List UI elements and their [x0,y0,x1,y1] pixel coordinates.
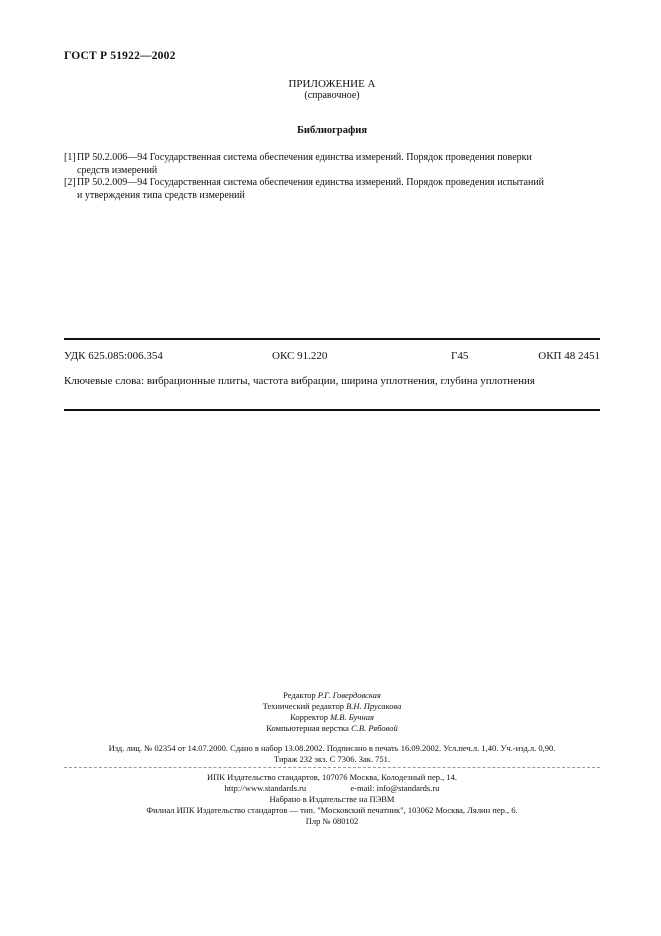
bibliography-item-text: ПР 50.2.009—94 Государственная система обеспечения единства измерений. Порядок проведения испытаний [77,177,545,188]
bibliography-item-continuation: средств измерений [77,164,158,176]
credit-person: С.В. Рябовой [351,723,398,733]
imprint-run: Тираж 232 экз. С 7306. Зак. 751. [273,754,391,764]
group-code: Г45 [451,350,469,362]
standard-number: ГОСТ Р 51922—2002 [64,50,176,62]
credit-layout [64,723,600,733]
credit-person: Р.Г. Говердовская [317,690,381,700]
imprint-line: Изд. лиц. № 02354 от 14.07.2000. Сдано в набор 13.08.2002. Подписано в печать 16.09.2002. Усл.печ.л. 1,40. Уч.-изд.л. 0,90. [108,743,556,753]
keywords: Ключевые слова: вибрационные плиты, частота вибрации, ширина уплотнения, глубина уплотнения [64,375,535,387]
credit-person: М.В. Бучная [330,712,374,722]
credit-label: Технический редактор [262,701,344,711]
bottom-rule [64,409,600,411]
top-rule [64,338,600,340]
credit-label: Корректор [290,712,328,722]
publisher-email[interactable]: e-mail: info@standards.ru [350,783,440,793]
credit-editor [64,690,600,700]
bibliography-item-text: ПР 50.2.006—94 Государственная система обеспечения единства измерений. Порядок проведения поверки [77,152,532,163]
credit-person: В.Н. Прусакова [346,701,402,711]
bibliography-item [64,152,604,177]
publisher-address: ИПК Издательство стандартов, 107076 Москва, Колодезный пер., 14. [207,772,457,782]
bibliography-item-number: [2] [64,177,76,188]
bibliography-item [64,177,604,202]
typeset-note: Набрано в Издательстве на ПЭВМ [269,794,395,804]
publisher-website[interactable]: http://www.standards.ru [224,783,307,793]
separator [64,767,600,768]
bibliography-item-continuation: и утверждения типа средств измерений [77,189,245,201]
credit-label: Редактор [283,690,316,700]
branch-address: Филиал ИПК Издательство стандартов — тип. "Московский печатник", 103062 Москва, Лялин пер., 6. [146,805,518,815]
appendix-subtitle: (справочное) [304,90,360,101]
credit-corrector [64,712,600,722]
bibliography-item-number: [1] [64,152,76,163]
license-number: Плр № 080102 [305,816,359,826]
okp-code: ОКП 48 2451 [538,350,600,362]
credit-tech-editor [64,701,600,711]
oks-code: ОКС 91.220 [272,350,328,362]
udk-code: УДК 625.085:006.354 [64,350,163,362]
bibliography-heading: Библиография [296,125,368,136]
appendix-title: ПРИЛОЖЕНИЕ А [288,78,376,90]
publisher-contacts [64,783,600,793]
credit-label: Компьютерная верстка [266,723,349,733]
